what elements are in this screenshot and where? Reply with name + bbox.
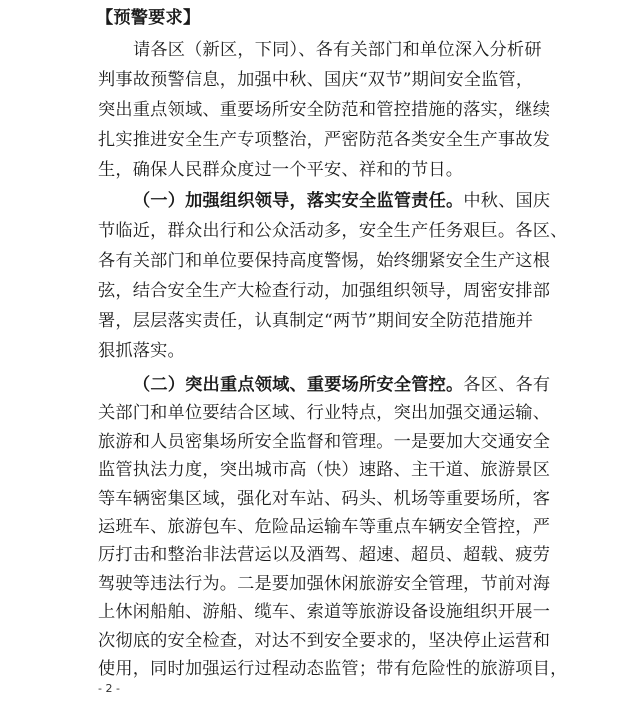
paragraph-line: 弦，结合安全生产大检查行动，加强组织领导，周密安排部 xyxy=(98,281,551,301)
paragraph-line: 次彻底的安全检查，对达不到安全要求的，坚决停止运营和 xyxy=(98,630,551,651)
paragraph-line: 署，层层落实责任，认真制定“两节”期间安全防范措施并 xyxy=(98,311,534,331)
section-heading: 【预警要求】 xyxy=(96,8,201,28)
paragraph-line: 请各区（新区，下同）、各有关部门和单位深入分析研 xyxy=(133,40,542,60)
paragraph-line: 关部门和单位要结合区域、行业特点，突出加强交通运输、 xyxy=(98,403,551,424)
paragraph-line: 使用，同时加强运行过程动态监管；带有危险性的旅游项目， xyxy=(98,659,568,679)
paragraph-line: 节临近，群众出行和公众活动多，安全生产任务艰巨。各区、 xyxy=(98,221,568,241)
paragraph-line: 厉打击和整治非法营运以及酒驾、超速、超员、超载、疲劳 xyxy=(98,545,551,566)
paragraph-line: 上休闲船舶、游船、缆车、索道等旅游设备设施组织开展一 xyxy=(98,602,551,623)
paragraph-line: 等车辆密集区域，强化对车站、码头、机场等重要场所，客 xyxy=(98,488,551,509)
section2-title: （二）突出重点领域、重要场所安全管控。 xyxy=(133,375,464,395)
paragraph-line: 驾驶等违法行为。二是要加强休闲旅游安全管理，节前对海 xyxy=(98,573,551,594)
paragraph-line: 运班车、旅游包车、危险品运输车等重点车辆安全管控，严 xyxy=(98,517,551,537)
paragraph-line: 判事故预警信息，加强中秋、国庆“双节”期间安全监管， xyxy=(98,70,534,90)
paragraph-line: 生，确保人民群众度过一个平安、祥和的节日。 xyxy=(98,160,464,180)
section1-first-line xyxy=(133,187,550,215)
paragraph-line: 监管执法力度，突出城市高（快）速路、主干道、旅游景区 xyxy=(98,460,551,481)
section1-title: （一）加强组织领导，落实安全监管责任。 xyxy=(133,191,464,211)
paragraph-line: 扎实推进安全生产专项整治，严密防范各类安全生产事故发 xyxy=(98,130,551,150)
section2-text: 各区、各有 xyxy=(463,375,551,395)
page-number: - 2 - xyxy=(98,682,120,695)
section2-first-line xyxy=(133,371,550,399)
paragraph-line: 狠抓落实。 xyxy=(98,341,185,361)
paragraph-line: 各有关部门和单位要保持高度警惕，始终绷紧安全生产这根 xyxy=(98,251,551,271)
section1-text: 中秋、国庆 xyxy=(463,191,551,211)
paragraph-line: 突出重点领域、重要场所安全防范和管控措施的落实，继续 xyxy=(98,100,551,120)
paragraph-line: 旅游和人员密集场所安全监督和管理。一是要加大交通安全 xyxy=(98,431,551,452)
